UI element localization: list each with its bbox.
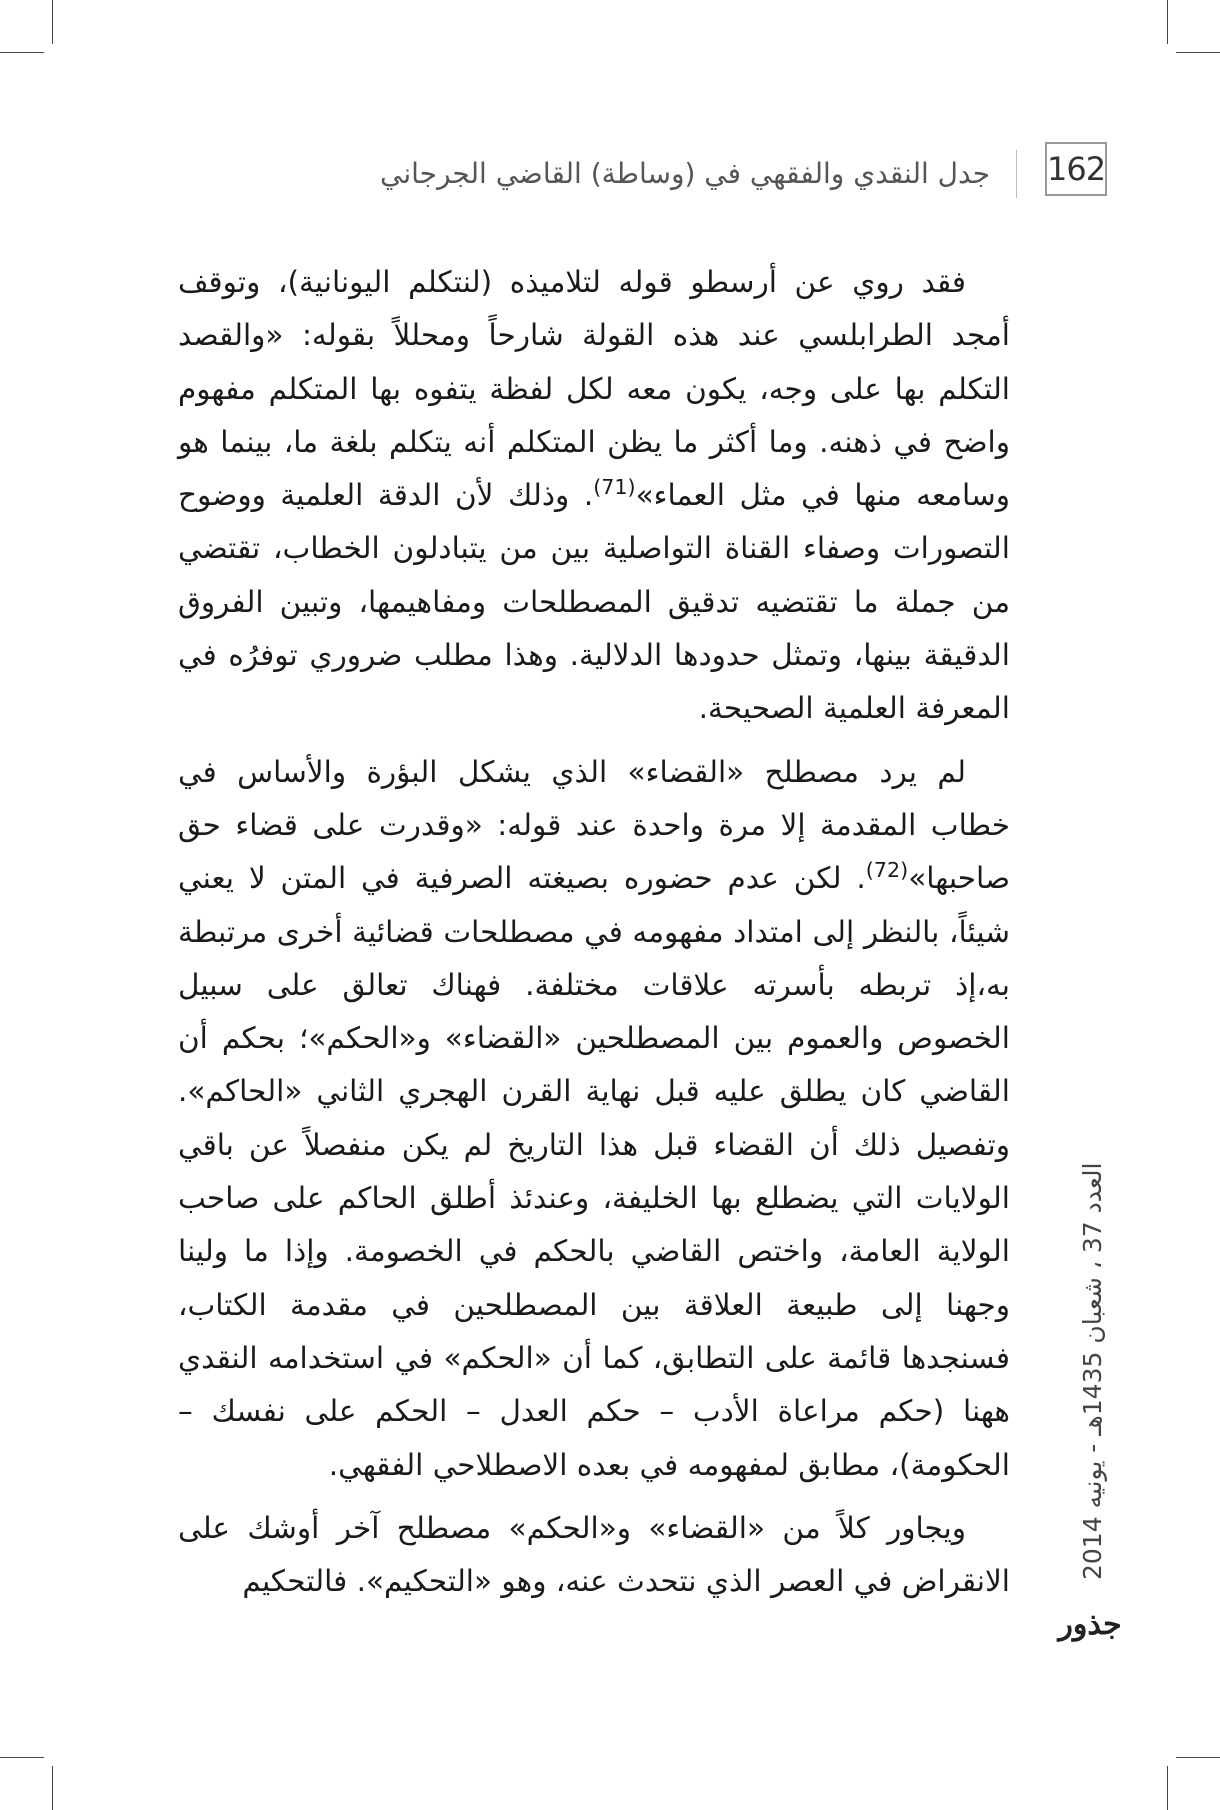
- paragraph-3-text-a: ويجاور كلاً من «القضاء» و«الحكم» مصطلح آخر أوشك على الانقراض في العصر الذي نتحدث عنه، وهو «التحكيم». فالتحكيم: [178, 1510, 1010, 1599]
- footnote-ref-72[interactable]: (72): [865, 858, 909, 883]
- crop-mark: [1176, 52, 1220, 53]
- crop-mark: [1167, 1766, 1168, 1810]
- page-number: 162: [1045, 142, 1107, 196]
- journal-issue-info: العدد 37 ، شعبان 1435هـ - يونيه 2014: [1078, 1162, 1107, 1580]
- running-title: جدل النقدي والفقهي في (وساطة) القاضي الجرجاني: [380, 157, 990, 190]
- paragraph-2-text-a: لم يرد مصطلح «القضاء» الذي يشكل البؤرة والأساس في خطاب المقدمة إلا مرة واحدة عند قوله: «وقدرت على قضاء حق صاحبها»: [178, 754, 1010, 896]
- article-body: [178, 256, 1010, 1608]
- crop-mark: [1167, 0, 1168, 44]
- paragraph-1: [178, 256, 1010, 736]
- crop-mark: [0, 52, 44, 53]
- crop-mark: [52, 1766, 53, 1810]
- paragraph-2: [178, 746, 1010, 1492]
- crop-mark: [52, 0, 53, 44]
- journal-logo: جذور: [1058, 1607, 1122, 1642]
- paragraph-2-text-b: . لكن عدم حضوره بصيغته الصرفية في المتن لا يعني شيئاً، بالنظر إلى امتداد مفهومه في مصطلحات قضائية أخرى مرتبطة به،إذ تربطه بأسرته علاقات مختلفة. فهناك تعالق على سبيل الخصوص والعموم بين المصطلحين «القضاء» و«الحكم»؛ بحكم أن القاضي كان يطلق عليه قبل نهاية القرن الهجري الثاني «الحاكم». وتفصيل ذلك أن القضاء قبل هذا التاريخ لم يكن منفصلاً عن باقي الولايات التي يضطلع بها الخليفة، وعندئذ أطلق الحاكم على صاحب الولاية العامة، واختص القاضي بالحكم في الخصومة. وإذا ما ولينا وجهنا إلى طبيعة العلاقة بين المصطلحين في مقدمة الكتاب، فسنجدها قائمة على التطابق، كما أن «الحكم» في استخدامه النقدي ههنا (حكم مراعاة الأدب – حكم العدل – الحكم على نفسك – الحكومة)، مطابق لمفهومه في بعده الاصطلاحي الفقهي.: [178, 861, 1010, 1482]
- header-divider: [1016, 150, 1017, 198]
- paragraph-1-text-a: فقد روي عن أرسطو قوله لتلاميذه (لنتكلم اليونانية)، وتوقف أمجد الطرابلسي عند هذه القولة شارحاً ومحللاً بقوله: «والقصد التكلم بها على وجه، يكون معه لكل لفظة يتفوه بها المتكلم مفهوم واضح في ذهنه. وما أكثر ما يظن المتكلم أنه يتكلم بلغة ما، بينما هو وسامعه منها في مثل العماء»: [178, 265, 1010, 513]
- crop-mark: [0, 1757, 44, 1758]
- paragraph-3: [178, 1502, 1010, 1609]
- paragraph-1-text-b: . وذلك لأن الدقة العلمية ووضوح التصورات وصفاء القناة التواصلية بين من يتبادلون الخطاب، تقتضي من جملة ما تقتضيه تدقيق المصطلحات ومفاهيمها، وتبين الفروق الدقيقة بينها، وتمثل حدودها الدلالية. وهذا مطلب ضروري توفرُه في المعرفة العلمية الصحيحة.: [178, 478, 1010, 726]
- crop-mark: [1176, 1757, 1220, 1758]
- footnote-ref-71[interactable]: (71): [593, 475, 636, 500]
